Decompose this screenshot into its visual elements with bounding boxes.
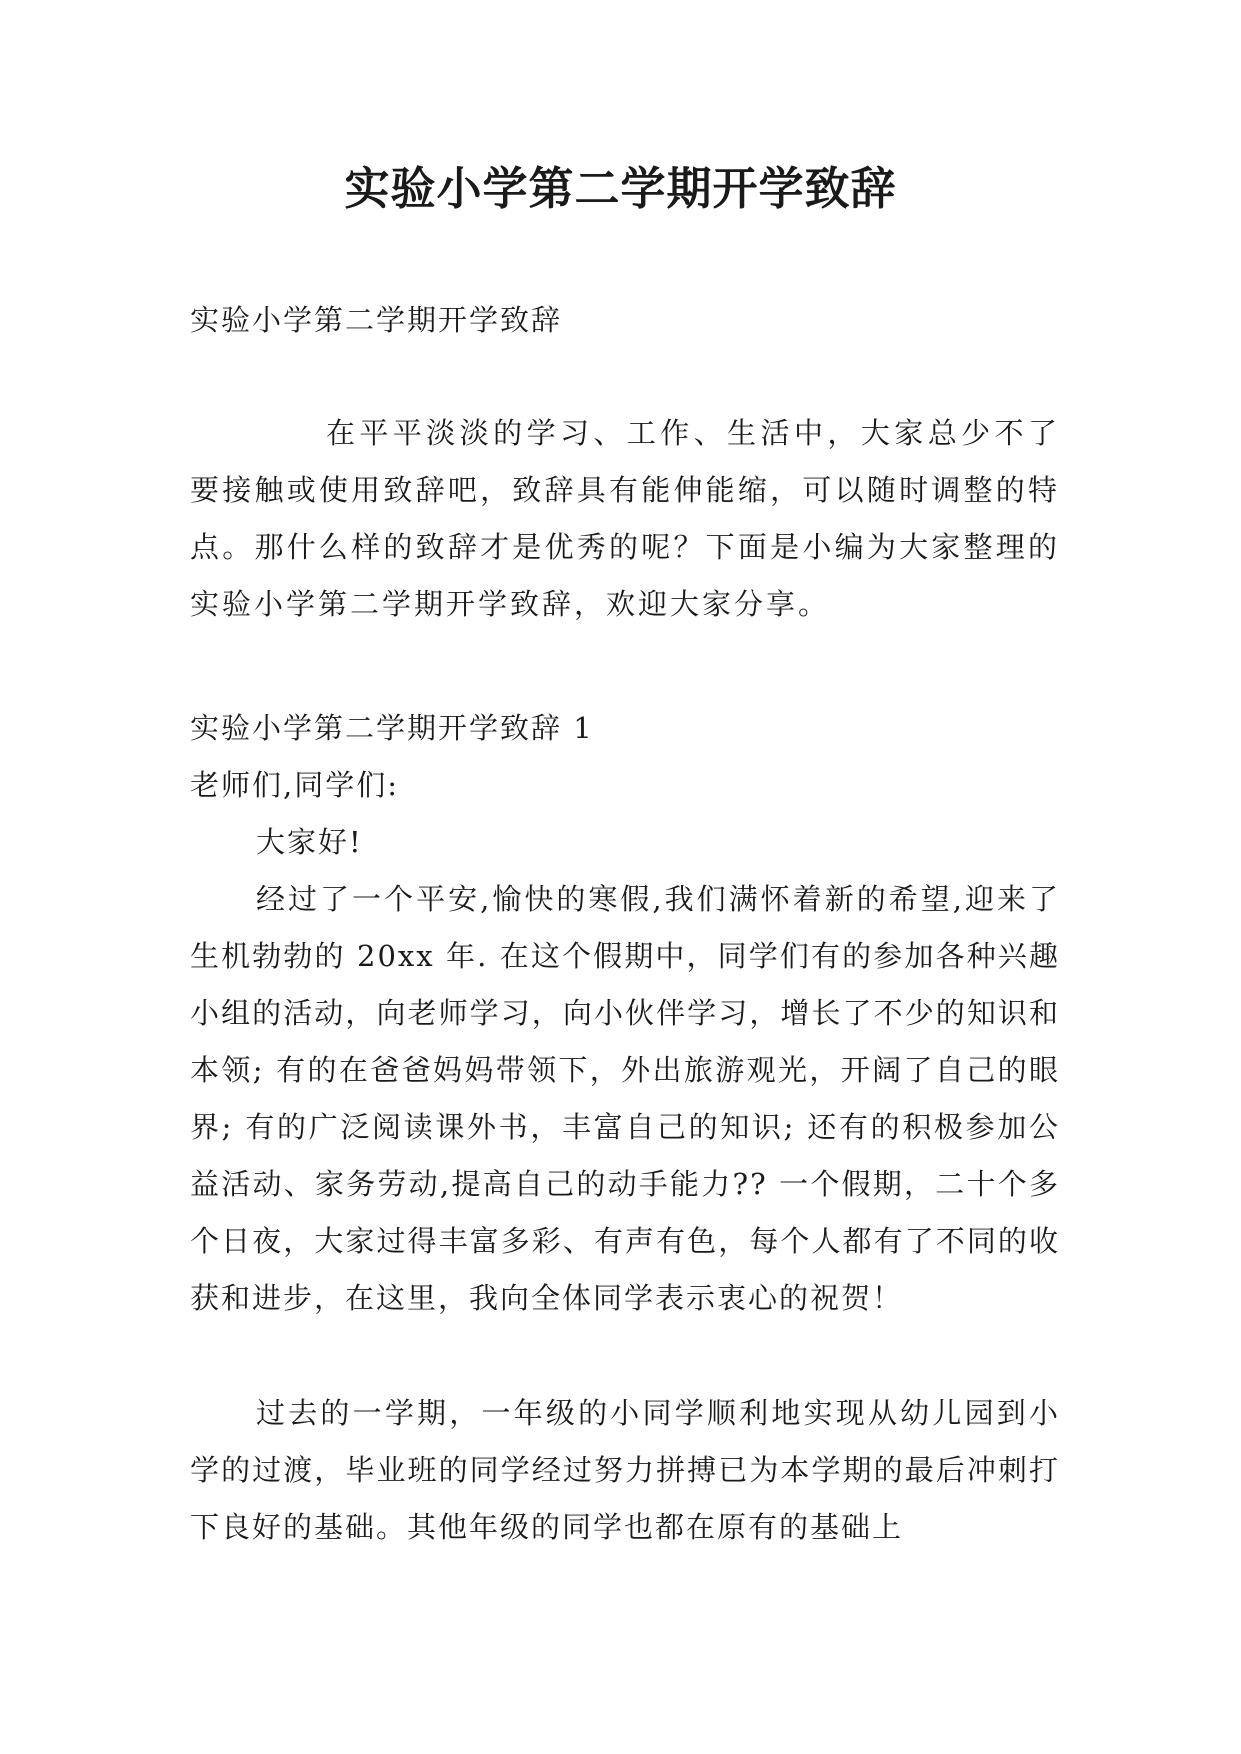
body-paragraph-1: 经过了一个平安,愉快的寒假,我们满怀着新的希望,迎来了生机勃勃的 20xx 年. 在这个假期中，同学们有的参加各种兴趣小组的活动，向老师学习，向小伙伴学习，增长了不少的知识和本领; 有的在爸爸妈妈带领下，外出旅游观光，开阔了自己的眼界; 有的广泛阅读课外书，丰富自己的知识; 还有的积极参加公益活动、家务劳动,提高自己的动手能力?? 一个假期，二十个多个日夜，大家过得丰富多彩、有声有色，每个人都有了不同的收获和进步，在这里，我向全体同学表示衷心的祝贺！: [190, 882, 1060, 1315]
salutation: 老师们,同学们:: [190, 768, 399, 802]
body-paragraph-2: 过去的一学期，一年级的小同学顺利地实现从幼儿园到小学的过渡，毕业班的同学经过努力拼搏已为本学期的最后冲刺打下良好的基础。其他年级的同学也都在原有的基础上: [190, 1396, 1060, 1544]
section-heading: 实验小学第二学期开学致辞 1: [190, 711, 594, 745]
document-title: 实验小学第二学期开学致辞: [344, 162, 897, 215]
greeting: 大家好!: [256, 825, 363, 859]
intro-paragraph: 在平平淡淡的学习、工作、生活中，大家总少不了要接触或使用致辞吧，致辞具有能伸能缩，可以随时调整的特点。那什么样的致辞才是优秀的呢？下面是小编为大家整理的实验小学第二学期开学致辞，欢迎大家分享。: [190, 416, 1060, 621]
document-subtitle: 实验小学第二学期开学致辞: [190, 303, 563, 337]
